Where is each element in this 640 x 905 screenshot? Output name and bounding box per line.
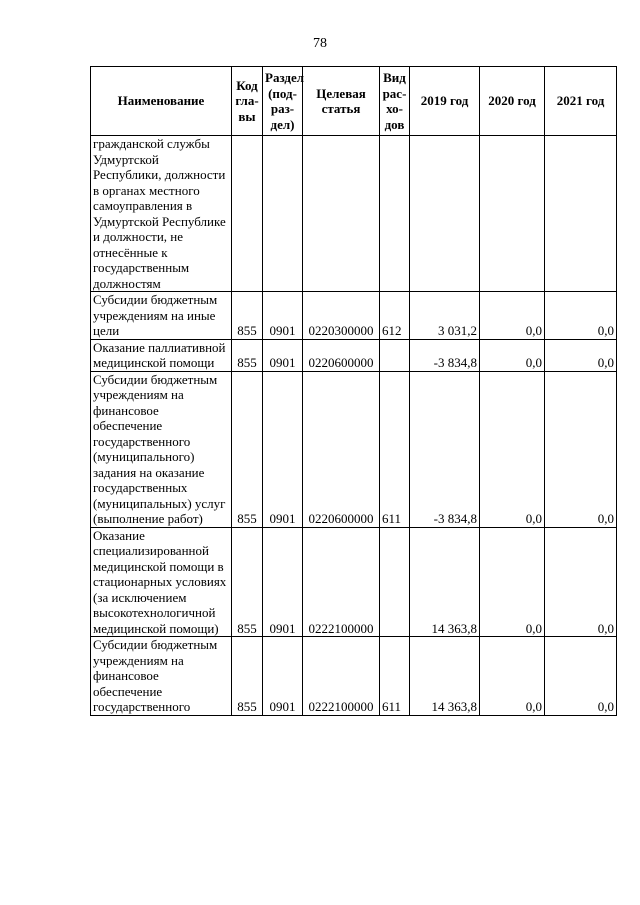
header-razdel: Раздел (под- раз- дел) [263,67,303,136]
cell-2019: -3 834,8 [410,339,480,371]
cell-vid [380,136,410,292]
cell-2021 [545,136,617,292]
cell-kod: 855 [232,527,263,637]
cell-2020: 0,0 [480,637,545,716]
cell-name: Оказание специализированной медицинской помощи в стационарных условиях (за исключением высокотехнологичной медицинской помощи) [91,527,232,637]
header-name: Наименование [91,67,232,136]
cell-name: гражданской службы Удмуртской Республики, должности в органах местного самоуправления в Удмуртской Республике и должности, не отнесённые к государственным должностям [91,136,232,292]
budget-table [90,66,617,716]
cell-2019: 14 363,8 [410,527,480,637]
header-2019: 2019 год [410,67,480,136]
cell-vid [380,527,410,637]
table-row [91,136,617,292]
cell-2020 [480,136,545,292]
cell-vid: 611 [380,371,410,527]
header-2020: 2020 год [480,67,545,136]
cell-2021: 0,0 [545,339,617,371]
cell-kod: 855 [232,637,263,716]
cell-kod: 855 [232,371,263,527]
cell-celevaya: 0220300000 [303,292,380,340]
table-body [91,136,617,716]
cell-2020: 0,0 [480,339,545,371]
cell-name: Оказание паллиативной медицинской помощи [91,339,232,371]
cell-razdel: 0901 [263,339,303,371]
cell-razdel: 0901 [263,371,303,527]
cell-celevaya [303,136,380,292]
cell-kod: 855 [232,292,263,340]
cell-2021: 0,0 [545,292,617,340]
cell-2020: 0,0 [480,527,545,637]
cell-2019: 3 031,2 [410,292,480,340]
cell-2019 [410,136,480,292]
cell-2020: 0,0 [480,371,545,527]
page-number: 78 [313,36,327,51]
table-header [91,67,617,136]
cell-vid: 612 [380,292,410,340]
cell-name: Субсидии бюджетным учреждениям на финансовое обеспечение государственного (муниципального) задания на оказание государственных (муниципальных) услуг (выполнение работ) [91,371,232,527]
cell-celevaya: 0222100000 [303,527,380,637]
cell-celevaya: 0220600000 [303,339,380,371]
cell-celevaya: 0222100000 [303,637,380,716]
cell-kod [232,136,263,292]
cell-razdel: 0901 [263,637,303,716]
header-celevaya-statya: Целевая статья [303,67,380,136]
cell-2019: 14 363,8 [410,637,480,716]
cell-name: Субсидии бюджетным учреждениям на финансовое обеспечение государственного [91,637,232,716]
cell-2019: -3 834,8 [410,371,480,527]
cell-2020: 0,0 [480,292,545,340]
cell-kod: 855 [232,339,263,371]
header-vid-rashodov: Вид рас- хо- дов [380,67,410,136]
cell-razdel [263,136,303,292]
cell-razdel: 0901 [263,527,303,637]
table-row [91,637,617,716]
table-row [91,371,617,527]
cell-2021: 0,0 [545,527,617,637]
cell-vid: 611 [380,637,410,716]
cell-vid [380,339,410,371]
table-row [91,527,617,637]
cell-name: Субсидии бюджетным учреждениям на иные цели [91,292,232,340]
cell-razdel: 0901 [263,292,303,340]
cell-celevaya: 0220600000 [303,371,380,527]
cell-2021: 0,0 [545,637,617,716]
table-row [91,339,617,371]
table-row [91,292,617,340]
header-row [91,67,617,136]
header-kod-glavy: Код гла- вы [232,67,263,136]
header-2021: 2021 год [545,67,617,136]
cell-2021: 0,0 [545,371,617,527]
